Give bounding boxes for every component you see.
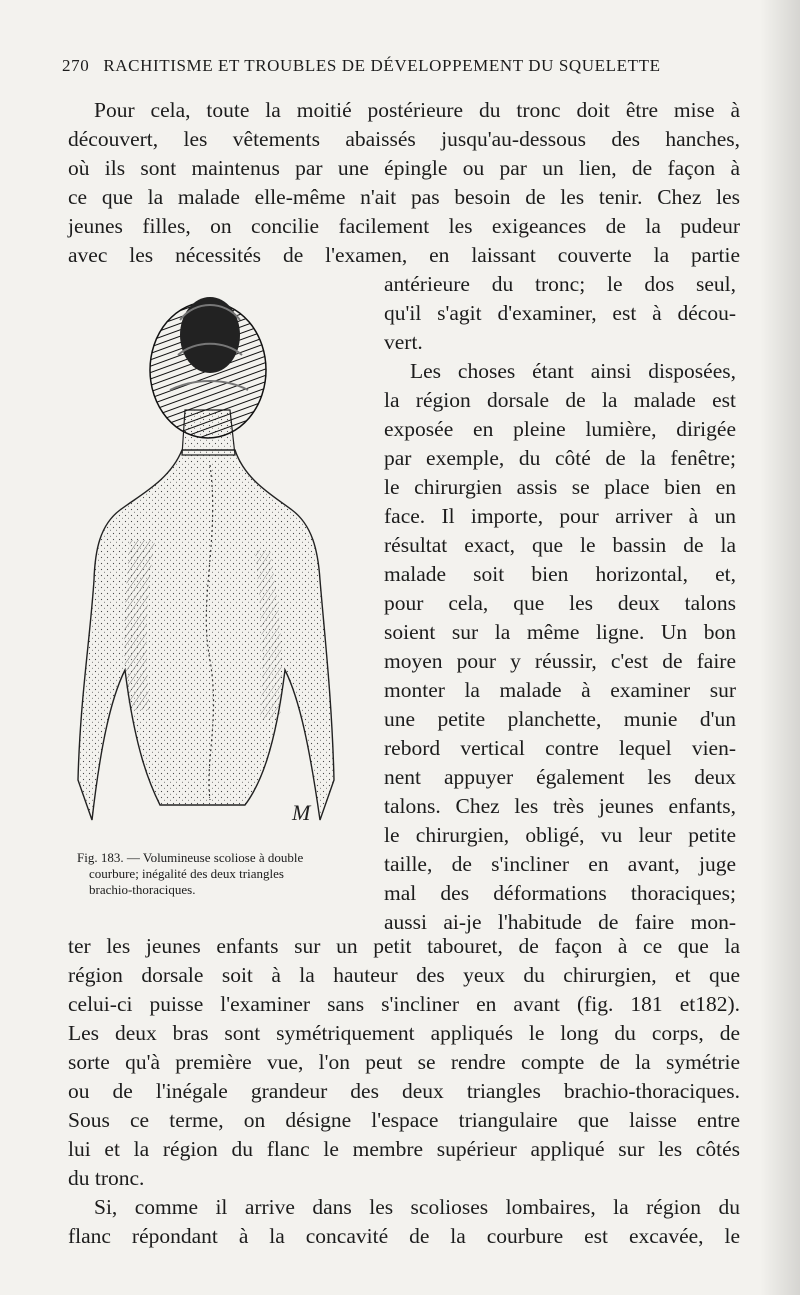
text-line: résultat exact, que le bassin de la — [384, 533, 736, 557]
text-line: soient sur la même ligne. Un bon — [384, 620, 736, 644]
text-line: Pour cela, toute la moitié postérieure du tronc doit être mise à — [94, 98, 740, 122]
text-line: avec les nécessités de l'examen, en laissant couverte la partie — [68, 243, 740, 267]
text-line: la région dorsale de la malade est — [384, 388, 736, 412]
text-line: région dorsale soit à la hauteur des yeux du chirurgien, et que — [68, 963, 740, 987]
text-line: le chirurgien assis se place bien en — [384, 475, 736, 499]
text-line: lui et la région du flanc le membre supérieur appliqué sur les côtés — [68, 1137, 740, 1161]
text-line: du tronc. — [68, 1166, 145, 1190]
text-line: vert. — [384, 330, 423, 354]
text-line: mal des déformations thoraciques; — [384, 881, 736, 905]
caption-line: courbure; inégalité des deux triangles — [89, 866, 284, 881]
text-line: découvert, les vêtements abaissés jusqu'au-dessous des hanches, — [68, 127, 740, 151]
running-title: RACHITISME ET TROUBLES DE DÉVELOPPEMENT DU SQUELETTE — [103, 56, 661, 75]
text-line: Sous ce terme, on désigne l'espace triangulaire que laisse entre — [68, 1108, 740, 1132]
caption-line: Fig. 183. — Volumineuse scoliose à double — [77, 850, 304, 865]
text-line: Si, comme il arrive dans les scolioses lombaires, la région du — [94, 1195, 740, 1219]
text-line: aussi ai-je l'habitude de faire mon- — [384, 910, 736, 934]
figure-caption — [77, 850, 377, 898]
text-line: antérieure du tronc; le dos seul, — [384, 272, 736, 296]
figure-illustration — [70, 280, 370, 835]
text-line: ter les jeunes enfants sur un petit tabouret, de façon à ce que la — [68, 934, 740, 958]
running-header — [62, 56, 742, 76]
text-line: taille, de s'incliner en avant, juge — [384, 852, 736, 876]
text-line: rebord vertical contre lequel vien- — [384, 736, 736, 760]
page-number: 270 — [62, 56, 90, 75]
text-line: le chirurgien, obligé, vu leur petite — [384, 823, 736, 847]
text-line: celui-ci puisse l'examiner sans s'incliner en avant (fig. 181 et182). — [68, 992, 740, 1016]
text-line: sorte qu'à première vue, l'on peut se rendre compte de la symétrie — [68, 1050, 740, 1074]
text-line: Les choses étant ainsi disposées, — [410, 359, 736, 383]
text-line: où ils sont maintenus par une épingle ou par un lien, de façon à — [68, 156, 740, 180]
text-line: jeunes filles, on concilie facilement les exigeances de la pudeur — [68, 214, 740, 238]
text-line: ou de l'inégale grandeur des deux triangles brachio-thoraciques. — [68, 1079, 740, 1103]
torso — [78, 450, 334, 820]
text-line: moyen pour y réussir, c'est de faire — [384, 649, 736, 673]
text-line: face. Il importe, pour arriver à un — [384, 504, 736, 528]
text-line: flanc répondant à la concavité de la courbure est excavée, le — [68, 1224, 740, 1248]
text-line: exposée en pleine lumière, dirigée — [384, 417, 736, 441]
caption-line: brachio-thoraciques. — [89, 882, 196, 897]
page-edge-shadow — [760, 0, 800, 1295]
illustrator-monogram: M — [292, 800, 311, 825]
text-line: malade soit bien horizontal, et, — [384, 562, 736, 586]
text-line: ce que la malade elle-même n'ait pas besoin de les tenir. Chez les — [68, 185, 740, 209]
text-line: Les deux bras sont symétriquement appliqués le long du corps, de — [68, 1021, 740, 1045]
text-line: qu'il s'agit d'examiner, est à décou- — [384, 301, 736, 325]
text-line: par exemple, du côté de la fenêtre; — [384, 446, 736, 470]
text-line: nent appuyer également les deux — [384, 765, 736, 789]
text-line: une petite planchette, munie d'un — [384, 707, 736, 731]
text-line: pour cela, que les deux talons — [384, 591, 736, 615]
text-line: talons. Chez les très jeunes enfants, — [384, 794, 736, 818]
text-line: monter la malade à examiner sur — [384, 678, 736, 702]
